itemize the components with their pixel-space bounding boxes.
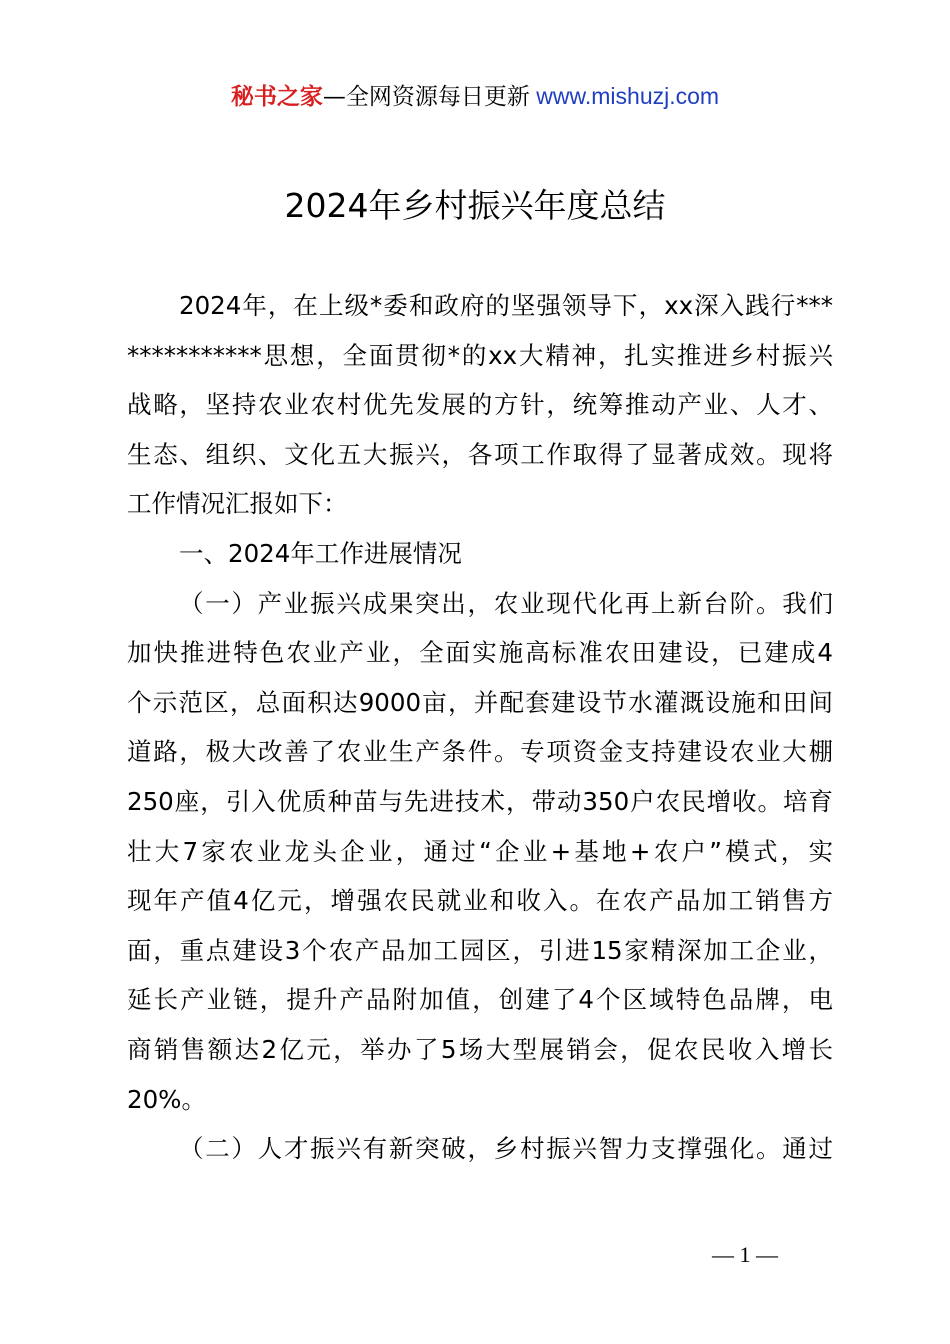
paragraph-line: 面，重点建设3个农产品加工园区，引进15家精深加工企业， — [127, 935, 833, 965]
paragraph-line: 工作情况汇报如下： — [127, 489, 348, 519]
page-number: — 1 — — [712, 1242, 778, 1267]
paragraph-line: 20%。 — [127, 1084, 206, 1114]
paragraph-line: 2024年，在上级*委和政府的坚强领导下，xx深入践行*** — [179, 291, 833, 320]
document-body — [127, 281, 833, 1174]
paragraph-line: （一）产业振兴成果突出，农业现代化再上新台阶。我们 — [179, 588, 833, 618]
header-tagline: —全网资源每日更新 — [322, 84, 530, 110]
paragraph-line: 道路，极大改善了农业生产条件。专项资金支持建设农业大棚 — [127, 737, 833, 767]
paragraph-line: （二）人才振兴有新突破，乡村振兴智力支撑强化。通过 — [179, 1134, 833, 1164]
site-url: www.mishuzj.com — [529, 83, 720, 109]
paragraph-line: ***********思想，全面贯彻*的xx大精神，扎实推进乡村振兴 — [127, 340, 833, 370]
paragraph-line: 战略，坚持农业农村优先发展的方针，统筹推动产业、人才、 — [127, 390, 833, 420]
brand-name: 秘书之家 — [230, 84, 323, 110]
paragraph-line: 生态、组织、文化五大振兴，各项工作取得了显著成效。现将 — [127, 439, 833, 469]
paragraph-line: 个示范区，总面积达9000亩，并配套建设节水灌溉设施和田间 — [127, 687, 833, 717]
section-heading: 一、2024年工作进展情况 — [179, 538, 462, 568]
paragraph-line: 现年产值4亿元，增强农民就业和收入。在农产品加工销售方 — [127, 886, 833, 916]
paragraph-line: 延长产业链，提升产品附加值，创建了4个区域特色品牌，电 — [127, 985, 833, 1015]
paragraph-line: 加快推进特色农业产业，全面实施高标准农田建设，已建成4 — [127, 638, 833, 668]
paragraph-line: 250座，引入优质种苗与先进技术，带动350户农民增收。培育 — [127, 786, 833, 816]
watermark-header — [0, 80, 950, 113]
paragraph-line: 壮大7家农业龙头企业，通过“企业+基地+农户”模式，实 — [127, 836, 833, 866]
document-title: 2024年乡村振兴年度总结 — [284, 186, 666, 225]
paragraph-line: 商销售额达2亿元，举办了5场大型展销会，促农民收入增长 — [127, 1034, 833, 1064]
